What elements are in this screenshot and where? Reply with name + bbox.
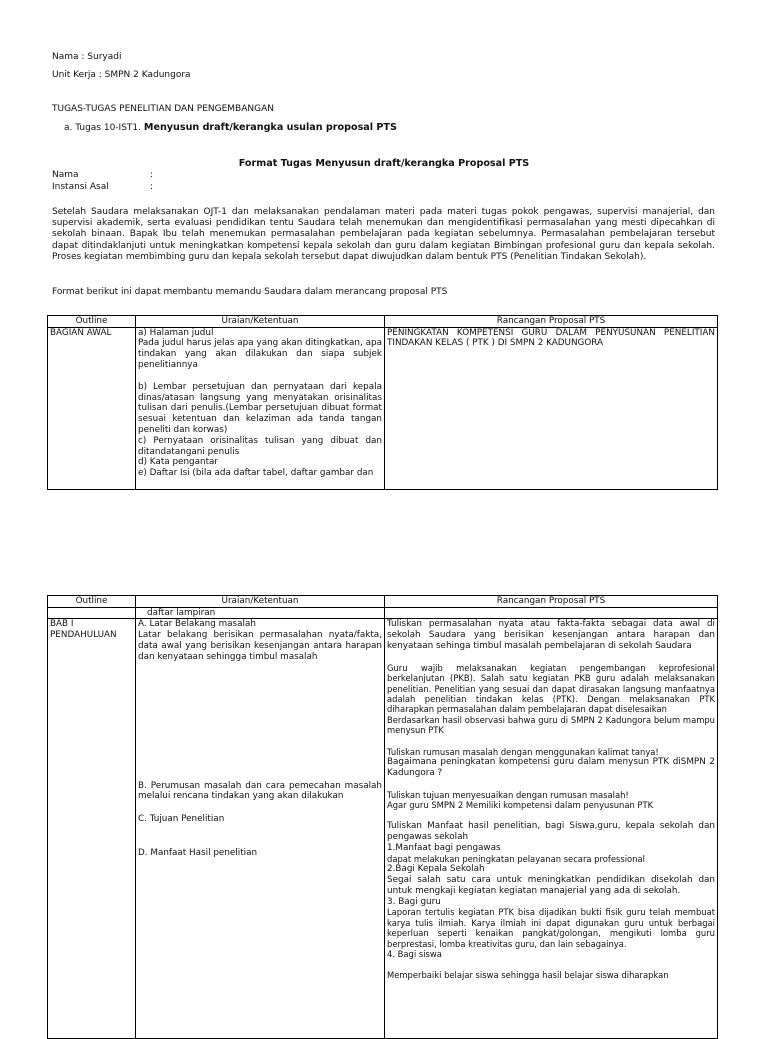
manfaat-siswa-text: Memperbaiki belajar siswa sehingga hasil belajar siswa diharapkan <box>387 970 669 981</box>
table-row <box>48 619 718 1039</box>
table-row <box>48 607 718 619</box>
tujuan-penelitian-title: C. Tujuan Penelitian <box>138 814 225 825</box>
header-rancangan: Rancangan Proposal PTS <box>385 316 718 328</box>
rancangan-rumusan-text: Bagaimana peningkatan kompetensi guru dalam menysun PTK diSMPN 2 Kadungora ? <box>387 757 715 778</box>
manfaat-kepsek-title: 2.Bagi Kepala Sekolah <box>387 864 485 875</box>
proposal-table-2 <box>47 595 718 1039</box>
intro-paragraph: Setelah Saudara melaksanakan OJT-1 dan melaksanakan pendalaman materi pada materi tugas pokok pengawas, supervisi manajerial, dan supervisi akademik, serta evaluasi pendidikan tentu Saudara telah menemukan dan mengidentifikasi permasalahan yang mesti dipecahkan di sekolah binaan. Bapak Ibu telah menemukan permasalahan pembelajaran pada kegiatan sebelumnya. Permasalahan pembelajaran tersebut dapat ditindaklanjuti untuk meningkatkan kompetensi kepala sekolah dan guru dalam kegiatan Bimbingan profesional guru dan kepala sekolah. Proses kegiatan membimbing guru dan kepala sekolah tersebut dapat diwujudkan dalam bentuk PTS (Penelitian Tindakan Sekolah). <box>52 207 715 262</box>
task-line <box>64 122 397 134</box>
manfaat-penelitian-title: D. Manfaat Hasil penelitian <box>138 847 258 858</box>
intro-guide: Format berikut ini dapat membantu memandu Saudara dalam merancang proposal PTS <box>52 287 448 297</box>
lembar-persetujuan-text: b) Lembar persetujuan dan pernyataan dari kepala dinas/atasan langsung yang menyatakan orisinalitas tulisan dari penulis.(Lembar persetujuan dibuat format sesuai ketentuan dan kelaziman ada tanda tangan peneliti dan korwas) <box>138 381 382 435</box>
uraian-cell <box>136 327 385 489</box>
manfaat-pengawas-title: 1.Manfaat bagi pengawas <box>387 843 501 854</box>
instansi-label: Instansi Asal <box>52 182 109 192</box>
header-outline: Outline <box>48 316 136 328</box>
author-name: Nama : Suryadi <box>52 52 122 62</box>
daftar-isi-text: e) Daftar Isi (bila ada daftar tabel, daftar gambar dan <box>138 468 374 479</box>
table-header-row <box>48 596 718 608</box>
rancangan-rumusan-instruction: Tuliskan rumusan masalah dengan menggunakan kalimat tanya! <box>387 746 659 757</box>
halaman-judul-title: a) Halaman judul <box>138 327 214 338</box>
perumusan-masalah-title: B. Perumusan masalah dan cara pemecahan masalah melalui rencana tindakan yang akan dilakukan <box>138 780 382 802</box>
header-outline: Outline <box>48 596 136 608</box>
outline-cell: BAGIAN AWAL <box>48 327 136 489</box>
work-unit: Unit Kerja : SMPN 2 Kadungora <box>52 70 191 80</box>
outline-cell: BAB I PENDAHULUAN <box>48 619 136 1039</box>
rancangan-observasi-text: Berdasarkan hasil observasi bahwa guru di SMPN 2 Kadungora belum mampu menysun PTK <box>387 714 715 736</box>
latar-belakang-text: Latar belakang berisikan permasalahan nyata/fakta, data awal yang berisikan kesenjangan antara harapan dan kenyataan sehingga timbul masalah <box>138 630 382 662</box>
manfaat-siswa-title: 4. Bagi siswa <box>387 949 442 960</box>
pernyataan-text: c) Pernyataan orisinalitas tulisan yang dibuat dan ditandatangani penulis <box>138 435 382 457</box>
nama-colon: : <box>150 170 154 180</box>
table-header-row <box>48 316 718 328</box>
rancangan-cell: PENINGKATAN KOMPETENSI GURU DALAM PENYUSUNAN PENELITIAN TINDAKAN KELAS ( PTK ) DI SMPN 2 KADUNGORA <box>385 327 718 489</box>
rancangan-cell <box>385 607 718 619</box>
proposal-table-1 <box>47 315 718 490</box>
task-title: Menyusun draft/kerangka usulan proposal PTS <box>143 122 397 133</box>
rancangan-latar-instruction: Tuliskan permasalahan nyata atau fakta-fakta sebagai data awal di sekolah Saudara yang berisikan kesenjangan antara harapan dan kenyataan sehinga timbul masalah pembelajaran di sekolah Saudara <box>387 619 715 651</box>
section-heading: TUGAS-TUGAS PENELITIAN DAN PENGEMBANGAN <box>52 104 274 114</box>
halaman-judul-text: Pada judul harus jelas apa yang akan ditingkatkan, apa tindakan yang akan dilakukan dan siapa subjek penelitiannya <box>138 338 382 370</box>
nama-label: Nama <box>52 170 79 180</box>
table-row <box>48 327 718 489</box>
manfaat-kepsek-text: Segai salah satu cara untuk meningkatkan pendidikan disekolah dan untuk mengkaji kegiatan kegiatan manajerial yang ada di sekolah. <box>387 875 715 896</box>
form-title: Format Tugas Menyusun draft/kerangka Proposal PTS <box>238 158 530 169</box>
continuation-cell: daftar lampiran <box>136 607 385 619</box>
rancangan-tujuan-text: Agar guru SMPN 2 Memiliki kompetensi dalam penyusunan PTK <box>387 800 654 811</box>
task-prefix: a. Tugas 10-IST1. <box>64 123 142 133</box>
rancangan-tujuan-instruction: Tuliskan tujuan menyesuaikan dengan rumusan masalah! <box>387 789 629 800</box>
instansi-colon: : <box>150 182 154 192</box>
uraian-cell <box>136 619 385 1039</box>
header-rancangan: Rancangan Proposal PTS <box>385 596 718 608</box>
rancangan-latar-text: Guru wajib melaksanakan kegiatan pengembangan keprofesional berkelanjutan (PKB). Salah satu kegiatan PKB guru adalah melaksanakan penelitian. Penelitian yang sesuai dan dapat dirasakan langsung manfaatnya adalah penelitian tindakan kelas (PTK). Dengan melaksanakan PTK diharapkan permasalahan dalam pembelajaran dapat diselesaikan <box>387 662 715 715</box>
header-uraian: Uraian/Ketentuan <box>136 316 385 328</box>
rancangan-manfaat-instruction: Tuliskan Manfaat hasil penelitian, bagi Siswa,guru, kepala sekolah dan pengawas sekolah <box>387 821 715 843</box>
kata-pengantar-text: d) Kata pengantar <box>138 457 219 468</box>
header-uraian: Uraian/Ketentuan <box>136 596 385 608</box>
rancangan-cell <box>385 619 718 1039</box>
outline-cell <box>48 607 136 619</box>
latar-belakang-title: A. Latar Belakang masalah <box>138 619 256 630</box>
manfaat-guru-title: 3. Bagi guru <box>387 896 441 907</box>
manfaat-guru-text: Laporan tertulis kegiatan PTK bisa dijadikan bukti fisik guru telah membuat karya tulis ilmiah. Karya ilmiah ini dapat digunakan guru untuk berbagai keperluan seperti kenaikan pangkat/golongan, mengikuti lomba guru berprestasi, lomba kreativitas guru, dan lain sebagainya. <box>387 907 715 949</box>
manfaat-pengawas-text: dapat melakukan peningkatan pelayanan secara professional <box>387 853 645 864</box>
